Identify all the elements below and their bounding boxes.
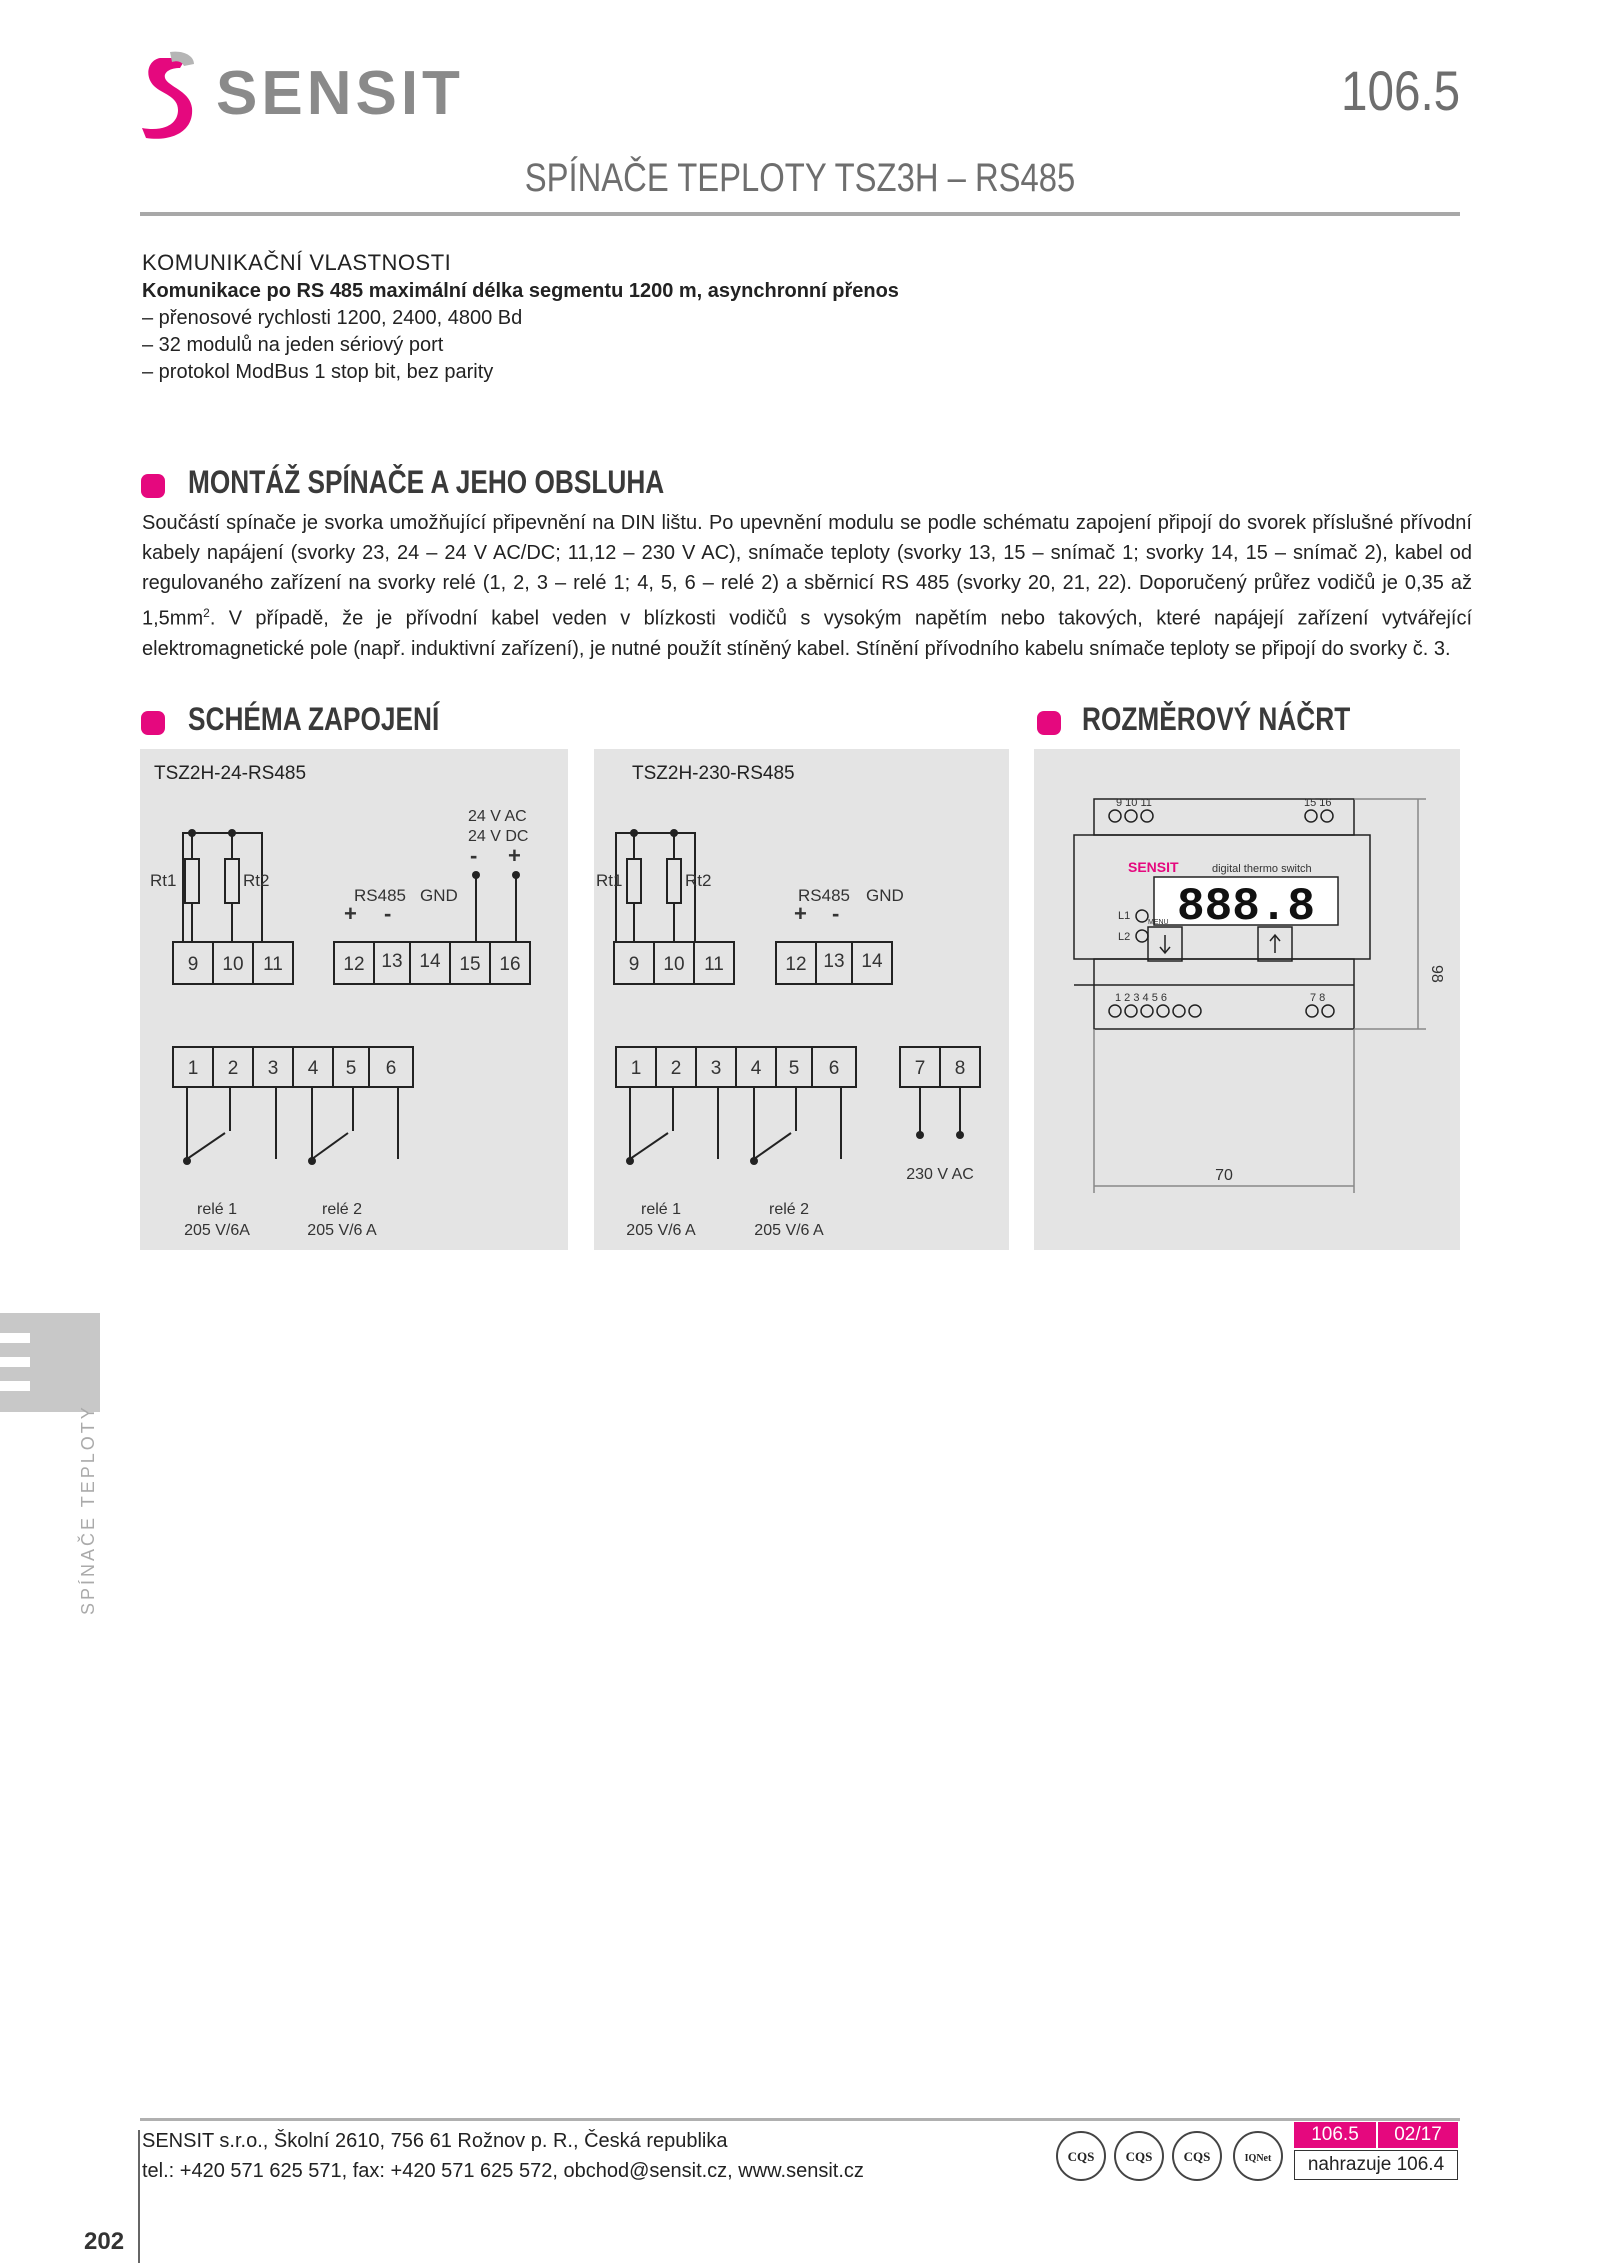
terminal-label: 15: [459, 954, 481, 975]
communication-item: – přenosové rychlosti 1200, 2400, 4800 Bd: [142, 307, 523, 329]
footer-divider: [140, 2118, 1460, 2121]
doc-date: 02/17: [1378, 2122, 1458, 2148]
cert-label: CQS: [1183, 2149, 1211, 2164]
plus-label: +: [508, 843, 521, 868]
terminal-label: 9: [187, 954, 199, 975]
page-code: 106.5: [1340, 59, 1460, 122]
display-readout: 888.8: [1176, 881, 1316, 933]
terminal-label: 5: [345, 1058, 357, 1079]
terminal-label: 13: [823, 951, 845, 972]
logo-mark-icon: [142, 58, 192, 139]
side-category-label: SPÍNAČE TEPLOTY: [78, 1404, 98, 1615]
communication-item: – protokol ModBus 1 stop bit, bez parity: [142, 361, 494, 383]
plus-label: +: [794, 901, 807, 926]
certification-logos: [1056, 2124, 1286, 2184]
mounting-paragraph: [142, 508, 1472, 664]
wiring-diagram-24v-svg: [140, 749, 568, 1250]
relay1-name: relé 1: [196, 1201, 238, 1218]
wiring-diagram-230v-svg: [594, 749, 1009, 1250]
top-right-terminals: 15 16: [1304, 797, 1332, 809]
menu-label: MENU: [1148, 919, 1169, 926]
communication-heading: KOMUNIKAČNÍ VLASTNOSTI: [142, 250, 452, 275]
terminal-label: 1: [630, 1058, 642, 1079]
terminal-label: 5: [788, 1058, 800, 1079]
side-tab-marker: [0, 1313, 100, 1412]
left-rule: [138, 2130, 140, 2263]
terminal-label: 2: [227, 1058, 239, 1079]
gnd-label: GND: [420, 886, 458, 905]
terminal-label: 4: [307, 1058, 319, 1079]
terminal-label: 4: [750, 1058, 762, 1079]
footer-contact: tel.: +420 571 625 571, fax: +420 571 625 572, obchod@sensit.cz, www.sensit.cz: [142, 2160, 864, 2182]
rt1-label: Rt1: [596, 871, 623, 890]
terminal-label: 11: [263, 954, 283, 975]
terminal-label: 8: [954, 1058, 966, 1079]
mounting-text-part2: . V případě, že je přívodní kabel veden v blízkosti vodičů s vysokým napětím nebo takových, které napájejí zařízení vytvářející elektromagnetické pole (např. induktivní zařízení), je nutné použít stíněný kabel. Stínění přívodního kabelu snímače teploty se připojí do svorky č. 3.: [142, 607, 1472, 660]
terminal-label: 10: [222, 954, 244, 975]
relay1-rating: 205 V/6A: [184, 1222, 250, 1239]
cert-label: IQNet: [1244, 2153, 1272, 2164]
device-logo: SENSIT: [1128, 859, 1179, 875]
terminal-label: 14: [861, 951, 883, 972]
terminal-label: 10: [663, 954, 685, 975]
terminal-label: 13: [381, 951, 403, 972]
minus-label: -: [384, 901, 392, 926]
section-bullet-icon: [1037, 711, 1061, 735]
cert-label: CQS: [1125, 2149, 1153, 2164]
page-number: 202: [84, 2228, 125, 2255]
dimension-heading: ROZMĚROVÝ NÁČRT: [1082, 701, 1351, 737]
rt1-label: Rt1: [150, 871, 177, 890]
width-dimension: 70: [1215, 1167, 1233, 1184]
power-dc-label: 24 V DC: [468, 828, 529, 845]
relay2-rating: 205 V/6 A: [307, 1222, 377, 1239]
terminal-label: 3: [710, 1058, 722, 1079]
wiring-diagram-24v: [140, 749, 568, 1250]
gnd-label: GND: [866, 886, 904, 905]
terminal-label: 2: [670, 1058, 682, 1079]
plus-label: +: [344, 901, 357, 926]
terminal-label: 12: [343, 954, 365, 975]
bottom-right-terminals: 7 8: [1310, 992, 1326, 1004]
led2-label: L2: [1118, 931, 1131, 943]
minus-label: -: [832, 901, 840, 926]
relay2-rating: 205 V/6 A: [754, 1222, 824, 1239]
top-left-terminals: 9 10 11: [1116, 797, 1152, 809]
header-divider: [140, 212, 1460, 216]
terminal-label: 9: [628, 954, 640, 975]
rs485-label: RS485: [798, 886, 850, 905]
terminal-label: 14: [419, 951, 441, 972]
dimension-sketch-svg: [1034, 749, 1460, 1250]
rt2-label: Rt2: [685, 871, 712, 890]
page-title: SPÍNAČE TEPLOTY TSZ3H – RS485: [524, 156, 1076, 200]
dimension-sketch: [1034, 749, 1460, 1250]
communication-bold-line: Komunikace po RS 485 maximální délka segmentu 1200 m, asynchronní přenos: [142, 280, 899, 302]
led1-label: L1: [1118, 910, 1131, 922]
mounting-superscript: 2: [203, 606, 210, 620]
cert-label: CQS: [1067, 2149, 1095, 2164]
section-bullet-icon: [141, 474, 165, 498]
terminal-label: 12: [785, 954, 807, 975]
power-label: 230 V AC: [906, 1166, 974, 1183]
minus-label: -: [470, 843, 478, 868]
height-dimension: 98: [1428, 965, 1445, 983]
rt2-label: Rt2: [243, 871, 270, 890]
mounting-text-part1: Součástí spínače je svorka umožňující připevnění na DIN lištu. Po upevnění modulu se podle schématu zapojení připojí do svorek příslušné přívodní kabely napájení (svorky 23, 24 – 24 V AC/DC; 11,12 – 230 V AC), snímače teploty (svorky 13, 15 – snímač 1; svorky 14, 15 – snímač 2), kabel od regulovaného zařízení na svorky relé (1, 2, 3 – relé 1; 4, 5, 6 – relé 2) a sběrnicí RS 485 (svorky 20, 21, 22). Doporučený průřez vodičů je 0,35 až 1,5mm: [142, 512, 1472, 630]
bottom-left-terminals: 1 2 3 4 5 6: [1115, 992, 1167, 1004]
communication-item: – 32 modulů na jeden sériový port: [142, 334, 444, 356]
footer-address: SENSIT s.r.o., Školní 2610, 756 61 Rožnov p. R., Česká republika: [142, 2130, 728, 2152]
doc-code: 106.5: [1294, 2122, 1376, 2148]
relay2-name: relé 2: [321, 1201, 363, 1218]
relay1-rating: 205 V/6 A: [626, 1222, 696, 1239]
rs485-label: RS485: [354, 886, 406, 905]
brand-name: SENSIT: [216, 59, 464, 128]
terminal-label: 6: [828, 1058, 840, 1079]
power-ac-label: 24 V AC: [468, 808, 527, 825]
document-info-box: [1294, 2122, 1458, 2180]
device-subtitle: digital thermo switch: [1212, 863, 1312, 875]
terminal-label: 6: [385, 1058, 397, 1079]
relay1-name: relé 1: [640, 1201, 682, 1218]
communication-section: [142, 250, 1442, 388]
side-tab-lines-icon: [0, 1313, 40, 1412]
diagram-title: TSZ2H-24-RS485: [154, 763, 307, 784]
terminal-label: 1: [187, 1058, 199, 1079]
terminal-label: 11: [704, 954, 724, 975]
section-bullet-icon: [141, 711, 165, 735]
terminal-label: 7: [914, 1058, 926, 1079]
terminal-label: 3: [267, 1058, 279, 1079]
mounting-heading: MONTÁŽ SPÍNAČE A JEHO OBSLUHA: [188, 464, 665, 500]
schema-heading: SCHÉMA ZAPOJENÍ: [188, 701, 440, 737]
relay2-name: relé 2: [768, 1201, 810, 1218]
terminal-label: 16: [499, 954, 521, 975]
wiring-diagram-230v: [594, 749, 1009, 1250]
doc-replaces: nahrazuje 106.4: [1294, 2150, 1458, 2180]
diagram-title: TSZ2H-230-RS485: [632, 763, 795, 784]
